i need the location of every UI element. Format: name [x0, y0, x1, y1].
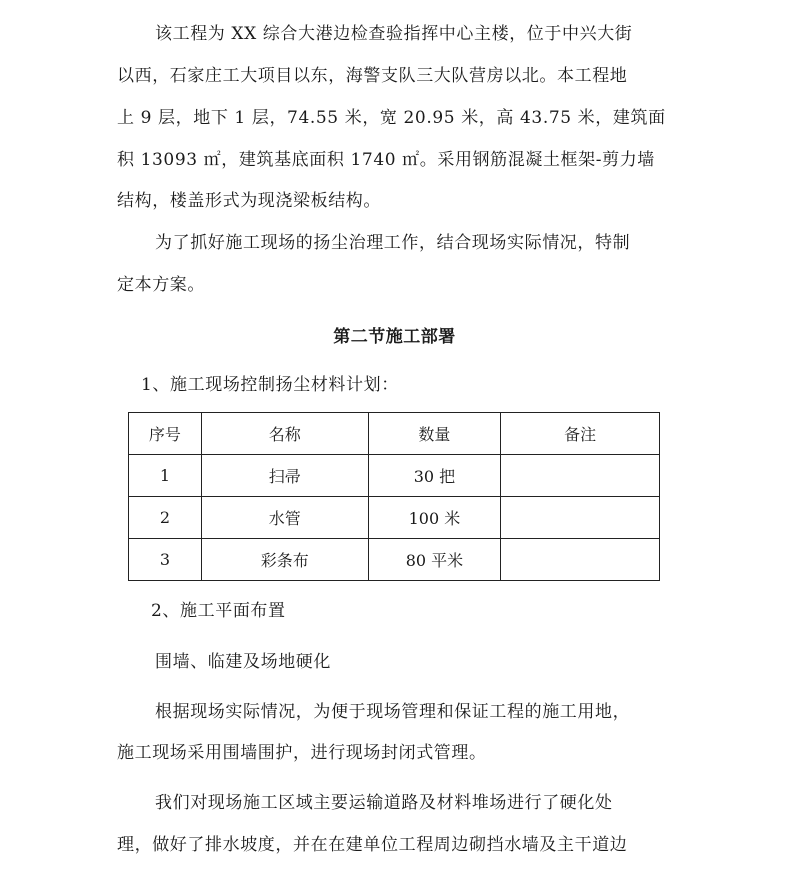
table-row: [129, 497, 660, 539]
table-row: [129, 539, 660, 581]
table-header-row: [129, 413, 660, 455]
cell-remark: [501, 539, 660, 581]
material-plan-table: [128, 412, 660, 581]
item-1-title: 1、施工现场控制扬尘材料计划：: [141, 375, 399, 395]
cell-no: 1: [129, 455, 202, 497]
paragraph-3-line-1: 根据现场实际情况，为便于现场管理和保证工程的施工用地，: [155, 702, 631, 722]
paragraph-1-line-5: 结构，楼盖形式为现浇梁板结构。: [117, 191, 381, 211]
paragraph-2-line-2: 定本方案。: [117, 275, 205, 295]
cell-name: 彩条布: [201, 539, 368, 581]
cell-quantity: 30 把: [368, 455, 501, 497]
cell-quantity: 80 平米: [368, 539, 501, 581]
header-remark: 备注: [501, 413, 660, 455]
paragraph-1-line-1: 该工程为 XX 综合大港边检查验指挥中心主楼，位于中兴大街: [155, 24, 633, 44]
cell-remark: [501, 455, 660, 497]
cell-name: 扫帚: [201, 455, 368, 497]
subheading: 围墙、临建及场地硬化: [155, 652, 331, 672]
item-2-title: 2、施工平面布置: [151, 601, 286, 621]
paragraph-3-line-2: 施工现场采用围墙围护，进行现场封闭式管理。: [117, 743, 487, 763]
paragraph-1-line-4: 积 13093 ㎡，建筑基底面积 1740 ㎡。采用钢筋混凝土框架-剪力墙: [117, 150, 655, 170]
header-name: 名称: [201, 413, 368, 455]
cell-no: 2: [129, 497, 202, 539]
cell-quantity: 100 米: [368, 497, 501, 539]
paragraph-4-line-1: 我们对现场施工区域主要运输道路及材料堆场进行了硬化处: [155, 793, 613, 813]
cell-name: 水管: [201, 497, 368, 539]
paragraph-1-line-2: 以西，石家庄工大项目以东，海警支队三大队营房以北。本工程地: [117, 66, 628, 86]
cell-no: 3: [129, 539, 202, 581]
header-no: 序号: [129, 413, 202, 455]
paragraph-2-line-1: 为了抓好施工现场的扬尘治理工作，结合现场实际情况，特制: [155, 233, 631, 253]
section-title: 第二节施工部署: [333, 327, 456, 347]
paragraph-1-line-3: 上 9 层，地下 1 层，74.55 米，宽 20.95 米，高 43.75 米，建筑面: [117, 108, 666, 128]
header-quantity: 数量: [368, 413, 501, 455]
cell-remark: [501, 497, 660, 539]
paragraph-4-line-2: 理，做好了排水坡度，并在在建单位工程周边砌挡水墙及主干道边: [117, 835, 628, 855]
table-row: [129, 455, 660, 497]
